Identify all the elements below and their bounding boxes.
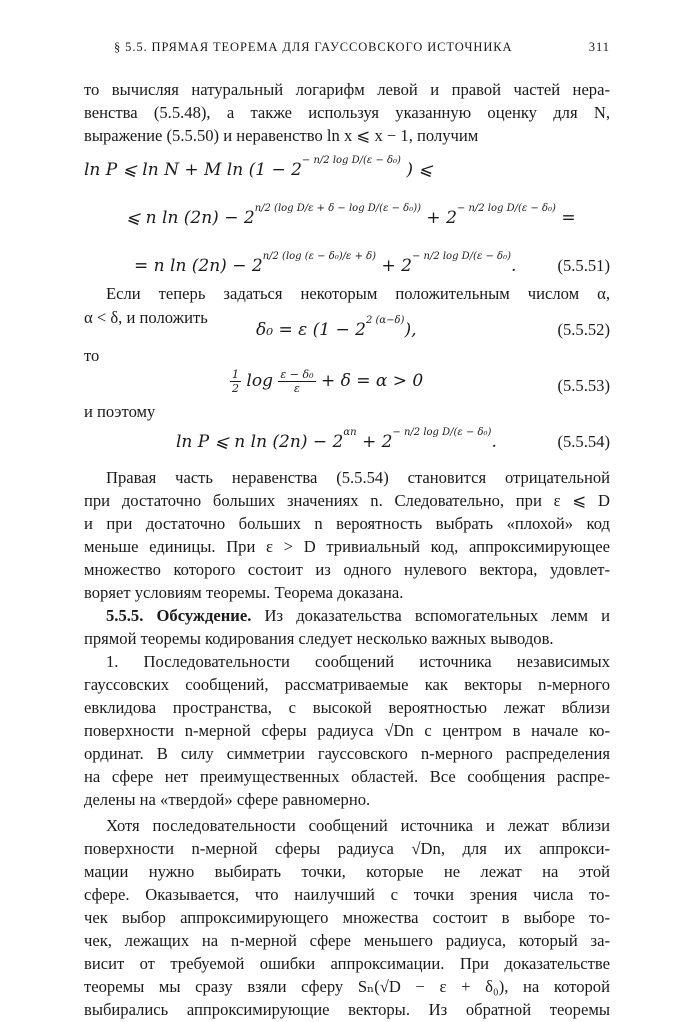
eq-row2-tail: = <box>561 208 576 228</box>
text-line: поверхности n-мерной сферы радиуса √Dn с центром в начале ко- <box>84 721 610 740</box>
eq-5552-main: δ₀ = ε (1 − 2 <box>256 320 366 340</box>
text-line: ординат. В силу симметрии гауссовского n-мерного распределения <box>84 744 610 763</box>
equation-number: (5.5.53) <box>557 376 610 395</box>
eq-5553-log: log <box>246 371 273 391</box>
text-line: теоремы мы сразу взяли сферу Sₙ(√D − ε + δ₀), на которой <box>84 977 610 996</box>
text-line: поверхности n-мерной сферы радиуса √Dn, для их аппрокси- <box>84 839 610 858</box>
text-line: воряет условиям теоремы. Теорема доказана. <box>84 583 404 602</box>
equation-number: (5.5.52) <box>557 320 610 339</box>
text-line: меньше единицы. При ε > D тривиальный код, аппроксимирующее <box>84 537 610 556</box>
text-line: α < δ, и положить <box>84 308 208 327</box>
running-header-section: § 5.5. ПРЯМАЯ ТЕОРЕМА ДЛЯ ГАУССОВСКОГО ИСТОЧНИКА <box>114 40 513 54</box>
text-line: то вычисляя натуральный логарифм левой и правой частей нера- <box>84 80 610 99</box>
text-line: гауссовских сообщений, рассматриваемые как векторы n-мерного <box>84 675 610 694</box>
text-line: при достаточно больших значениях n. Следовательно, при ε ⩽ D <box>84 491 610 510</box>
eq-row1-tail: ) ⩽ <box>406 160 433 180</box>
eq-row2-exponent: n/2 (log D/ε + δ − log D/(ε − δ₀)) <box>254 203 422 214</box>
equation-5-5-51-row3 <box>84 251 610 276</box>
fraction-denominator: ε <box>294 382 300 395</box>
text-line: прямой теоремы кодирования следует несколько важных выводов. <box>84 629 554 648</box>
text-line: висит от требуемой ошибки аппроксимации. При доказательстве <box>84 954 610 973</box>
equation-5-5-51-row1 <box>84 155 610 180</box>
eq-5554-main: ln P ⩽ n ln (2n) − 2 <box>176 432 344 452</box>
text-line: венства (5.5.48), а также используя указанную оценку для N, <box>84 103 610 122</box>
text-line: и при достаточно больших n вероятность выбрать «плохой» код <box>84 514 610 533</box>
discussion-first-rest: Из доказательства вспомогательных лемм и <box>264 606 610 625</box>
eq-row3-plus: + 2 <box>381 256 412 276</box>
fraction-one-half <box>230 368 241 395</box>
text-line: на сфере нет преимущественных областей. Все сообщения распре- <box>84 767 610 786</box>
equation-5-5-51-row2 <box>84 203 610 228</box>
eq-row2-main: ⩽ n ln (2n) − 2 <box>126 208 255 228</box>
eq-row2-plus: + 2 <box>426 208 457 228</box>
fraction-denominator: 2 <box>232 382 239 395</box>
eq-5553-tail: + δ = α > 0 <box>320 371 424 391</box>
equation-5-5-53 <box>84 368 610 395</box>
eq-5552-tail: ), <box>404 320 417 340</box>
text-line: чек, лежащих на n-мерной сфере меньшего радиуса, который за- <box>84 931 610 950</box>
equation-5-5-54 <box>84 427 610 452</box>
text-line: евклидова пространства, с высокой вероятностью лежат вблизи <box>84 698 610 717</box>
text-line: чек выбор аппроксимирующего множества состоит в выборе то- <box>84 908 610 927</box>
eq-row3-tail: . <box>510 256 517 276</box>
fraction-numerator: ε − δ₀ <box>280 368 314 381</box>
eq-row2-exponent2: − n/2 log D/(ε − δ₀) <box>456 203 556 214</box>
eq-row3-exponent2: − n/2 log D/(ε − δ₀) <box>411 251 511 262</box>
text-line: делены на «твердой» сфере равномерно. <box>84 790 371 809</box>
text-line: Хотя последовательности сообщений источника и лежат вблизи <box>106 816 610 835</box>
text-line: множество которого состоит из одного нулевого вектора, удовлет- <box>84 560 610 579</box>
text-line: Если теперь задаться некоторым положительным числом α, <box>106 284 610 303</box>
text-line: Правая часть неравенства (5.5.54) становится отрицательной <box>106 468 610 487</box>
text-line: выражение (5.5.50) и неравенство ln x ⩽ x − 1, получим <box>84 126 479 145</box>
discussion-heading: 5.5.5. Обсуждение. <box>106 606 252 625</box>
fraction-epsilon <box>278 368 315 395</box>
eq-5554-plus: + 2 <box>361 432 393 452</box>
text-line: сфере. Оказывается, что наилучший с точки зрения числа то- <box>84 885 610 904</box>
book-page <box>84 36 610 1019</box>
page-number: 311 <box>588 40 610 54</box>
eq-5554-tail: . <box>491 432 497 452</box>
running-header <box>84 36 610 60</box>
text-line: выбирались аппроксимирующие векторы. Из обратной теоремы <box>84 1000 610 1019</box>
text-line: и поэтому <box>84 402 156 421</box>
discussion-first-line <box>84 604 610 628</box>
text-line: 1. Последовательности сообщений источника независимых <box>106 652 610 671</box>
text-line: то <box>84 346 100 365</box>
text-line: мации нужно выбирать точки, которые не лежат на этой <box>84 862 610 881</box>
eq-5554-exponent2: − n/2 log D/(ε − δ₀) <box>392 427 492 438</box>
eq-row3-exponent: n/2 (log (ε − δ₀)/ε + δ) <box>262 251 377 262</box>
eq-5554-exponent: αn <box>343 427 357 438</box>
equation-number: (5.5.54) <box>557 432 610 451</box>
eq-row1-exponent: − n/2 log D/(ε − δ₀) <box>301 155 401 166</box>
eq-row3-main: = n ln (2n) − 2 <box>134 256 263 276</box>
fraction-numerator: 1 <box>232 368 239 381</box>
eq-5552-exponent: 2 (α−δ) <box>365 315 405 326</box>
equation-number: (5.5.51) <box>557 256 610 275</box>
eq-row1-main: ln P ⩽ ln N + M ln (1 − 2 <box>84 160 302 180</box>
